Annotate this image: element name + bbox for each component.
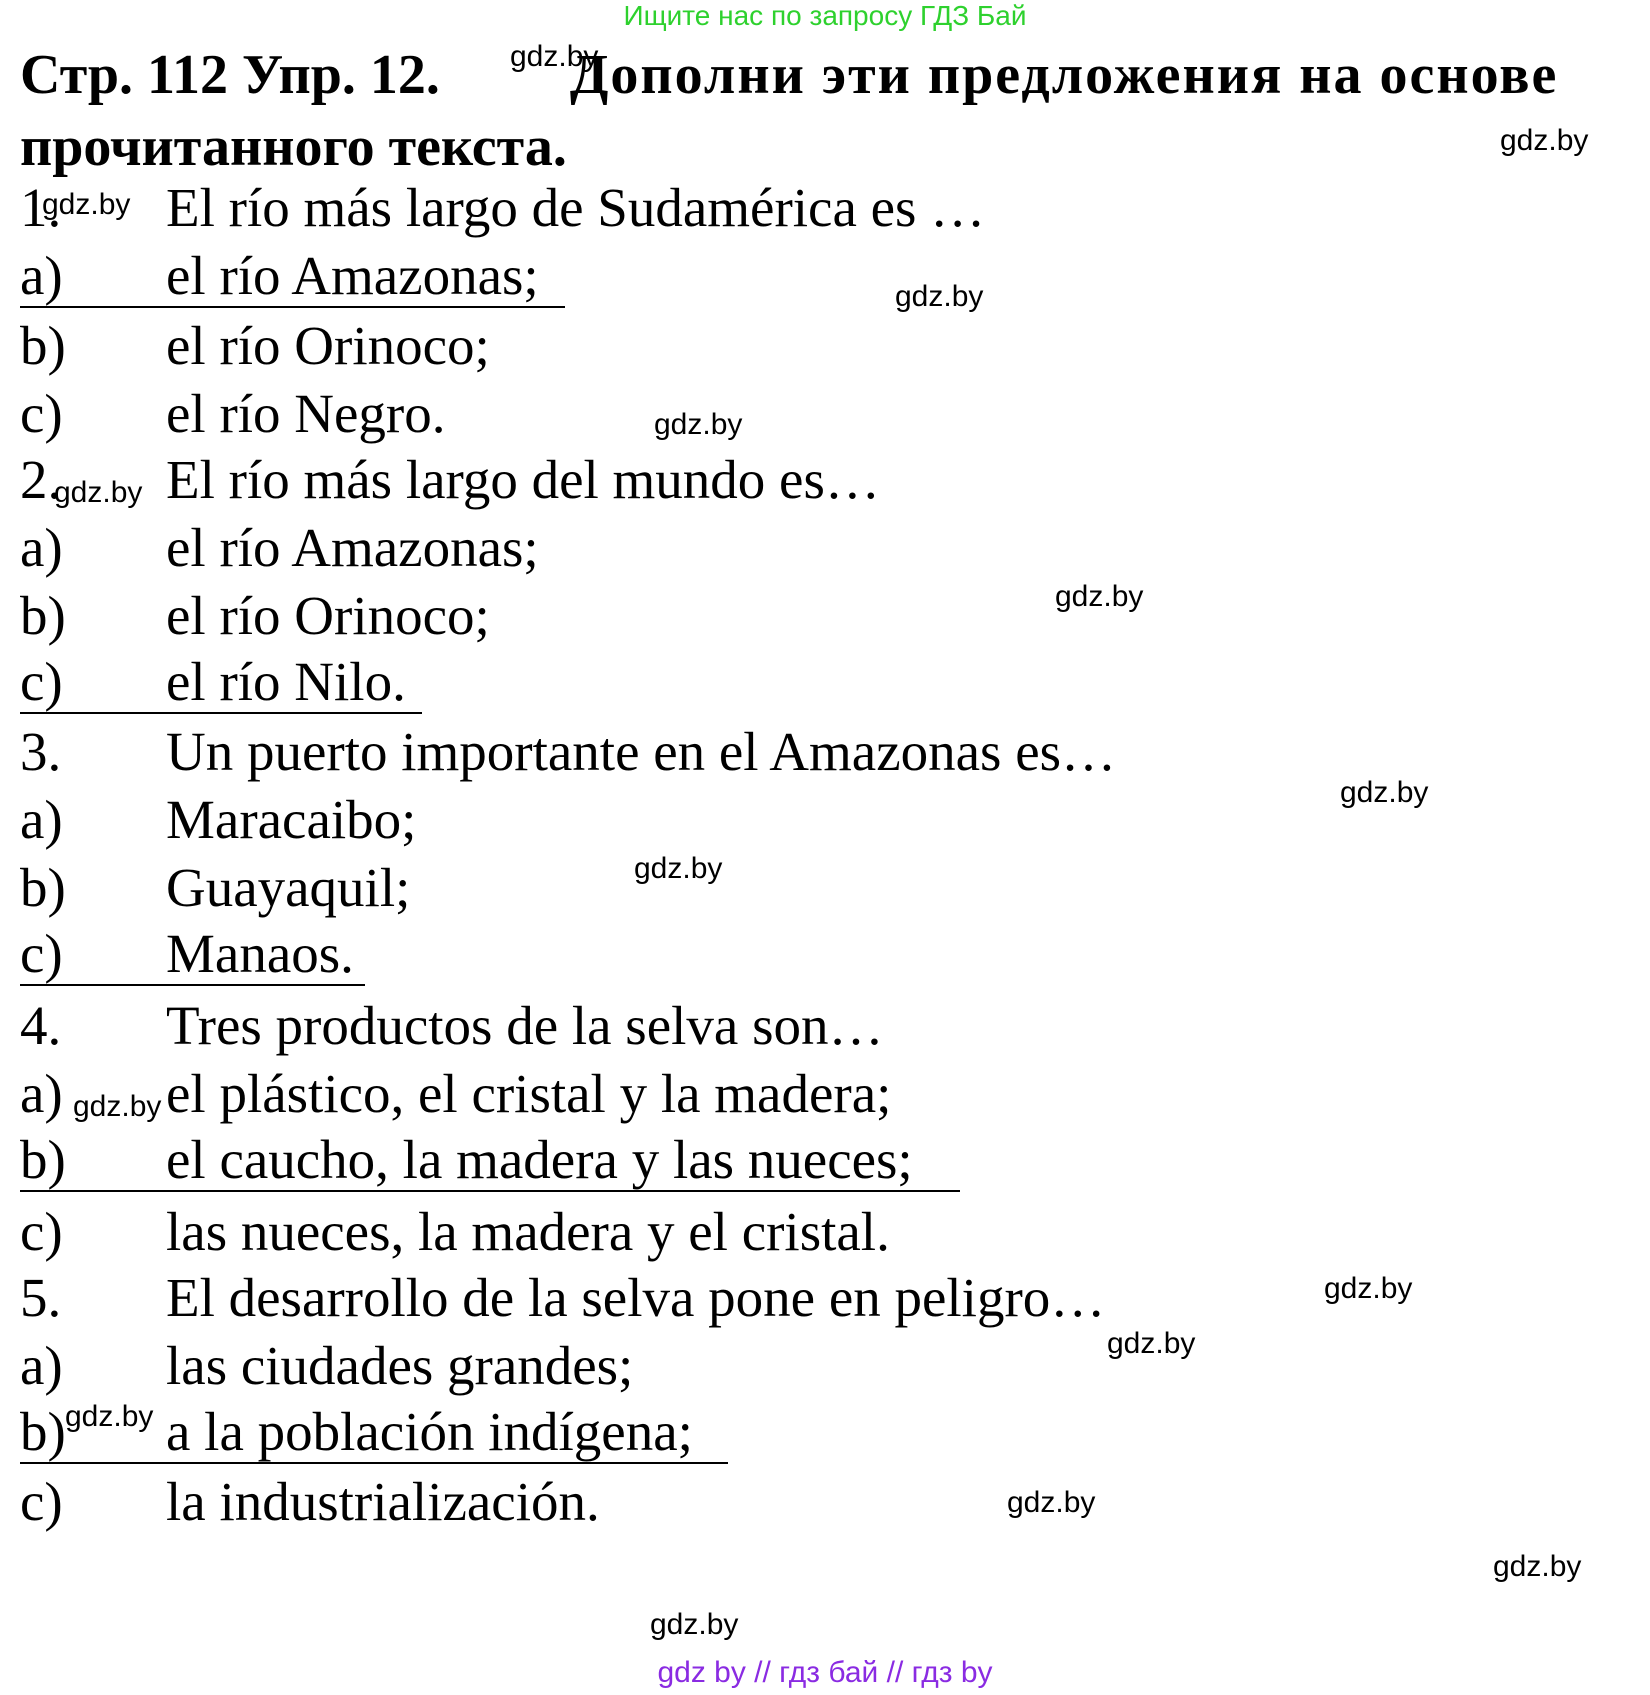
option-text: el río Nilo. [166,651,406,712]
watermark: gdz.by [634,852,723,885]
option-1a [20,240,565,308]
watermark: gdz.by [1500,124,1589,157]
exercise-heading-line2: прочитанного текста. [20,116,567,178]
watermark: gdz.by [1324,1272,1413,1305]
question-number: 3. [20,721,62,782]
option-label: c) [20,383,63,444]
option-label: a) [20,789,63,850]
watermark: gdz.by [1007,1486,1096,1519]
watermark: gdz.by [650,1608,739,1641]
question-number: 1. [20,177,62,238]
exercise-label: Стр. 112 Упр. 12. [20,44,440,106]
watermark: gdz.by [1107,1327,1196,1360]
option-label: a) [20,1063,63,1124]
watermark: gdz.by [73,1090,162,1123]
watermark: gdz.by [54,476,143,509]
option-label: b) [20,857,66,918]
watermark: gdz.by [65,1400,154,1433]
option-label: b) [20,585,66,646]
option-label: b) [20,1401,66,1462]
option-text: el plástico, el cristal y la madera; [166,1063,892,1124]
option-text: el caucho, la madera y las nueces; [166,1129,913,1190]
option-label: c) [20,1471,63,1532]
watermark: gdz.by [1055,580,1144,613]
option-4b [20,1124,960,1192]
option-text: Maracaibo; [166,789,417,850]
option-text: el río Amazonas; [166,517,539,578]
option-text: el río Negro. [166,383,446,444]
option-text: Manaos. [166,923,354,984]
option-text: a la población indígena; [166,1401,693,1462]
question-number: 2. [20,449,62,510]
exercise-instruction-part1: Дополни эти предложения на основе [569,44,1559,106]
watermark: gdz.by [42,188,131,221]
search-banner: Ищите нас по запросу ГДЗ Бай [623,0,1027,31]
watermark: gdz.by [1340,776,1429,809]
question-text: El río más largo del mundo es… [166,449,880,510]
option-label: a) [20,245,63,306]
option-label: c) [20,1201,63,1262]
option-2c [20,646,422,714]
exercise-heading-line1 [20,40,1620,110]
watermark: gdz.by [895,280,984,313]
option-text: las nueces, la madera y el cristal. [166,1201,890,1262]
option-label: a) [20,517,63,578]
question-text: El desarrollo de la selva pone en peligro… [166,1267,1106,1328]
watermark: gdz.by [510,40,599,73]
question-number: 5. [20,1267,62,1328]
option-text: el río Amazonas; [166,245,539,306]
option-text: Guayaquil; [166,857,411,918]
option-3c [20,918,365,986]
watermark: gdz.by [1493,1550,1582,1583]
option-text: las ciudades grandes; [166,1335,634,1396]
question-text: Un puerto importante en el Amazonas es… [166,721,1117,782]
footer-links: gdz by // гдз бай // гдз by [657,1656,993,1689]
watermark: gdz.by [654,408,743,441]
option-text: el río Orinoco; [166,315,490,376]
option-label: c) [20,923,63,984]
option-label: c) [20,651,63,712]
question-number: 4. [20,995,62,1056]
option-text: la industrialización. [166,1471,600,1532]
option-text: el río Orinoco; [166,585,490,646]
option-label: a) [20,1335,63,1396]
option-label: b) [20,315,66,376]
question-text: Tres productos de la selva son… [166,995,884,1056]
option-label: b) [20,1129,66,1190]
question-text: El río más largo de Sudamérica es … [166,177,986,238]
